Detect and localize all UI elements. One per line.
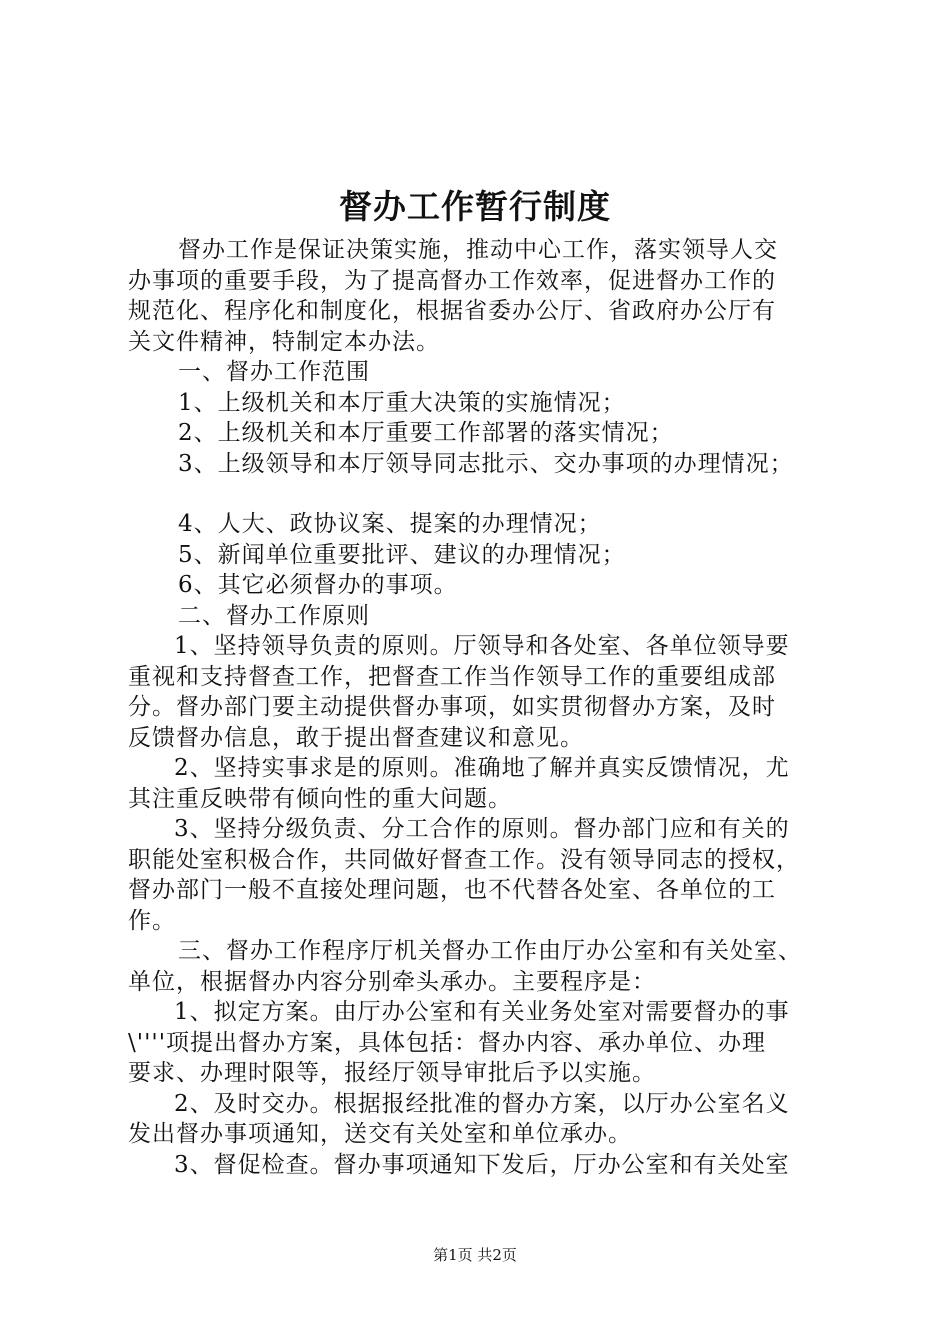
paragraph-line: 督办工作是保证决策实施，推动中心工作，落实领导人交 <box>178 237 778 263</box>
paragraph-line: 办事项的重要手段，为了提高督办工作效率，促进督办工作的 <box>128 267 776 294</box>
list-item: 3、上级领导和本厅领导同志批示、交办事项的办理情况； <box>178 450 794 477</box>
list-item: 5、新闻单位重要批评、建议的办理情况； <box>178 541 626 568</box>
paragraph-line: 1、坚持领导负责的原则。厅领导和各处室、各单位领导要 <box>174 633 790 659</box>
paragraph-line: 单位，根据督办内容分别牵头承办。主要程序是： <box>128 968 656 995</box>
section-heading: 一、督办工作范围 <box>178 359 370 385</box>
paragraph-line: 发出督办事项通知，送交有关处室和单位承办。 <box>128 1121 632 1147</box>
paragraph-line: 2、坚持实事求是的原则。准确地了解并真实反馈情况，尤 <box>174 755 790 781</box>
list-item: 2、上级机关和本厅重要工作部署的落实情况； <box>178 420 674 446</box>
paragraph-line: 要求、办理时限等，报经厅领导审批后予以实施。 <box>128 1060 656 1086</box>
paragraph-line: 规范化、程序化和制度化，根据省委办公厅、省政府办公厅有 <box>128 298 776 324</box>
blank-line <box>128 479 832 509</box>
paragraph-line: 职能处室积极合作，共同做好督查工作。没有领导同志的授权， <box>128 846 800 873</box>
list-item: 4、人大、政协议案、提案的办理情况； <box>178 511 602 537</box>
page-footer: 第1页 共2页 <box>433 1246 517 1264</box>
paragraph-line: 3、督促检查。督办事项通知下发后，厅办公室和有关处室 <box>174 1151 790 1178</box>
paragraph-line: 分。督办部门要主动提供督办事项，如实贯彻督办方案，及时 <box>128 694 776 720</box>
paragraph-line: \''''项提出督办方案，具体包括：督办内容、承办单位、办理 <box>128 1029 767 1056</box>
paragraph-line: 作。 <box>128 907 176 934</box>
paragraph-line: 其注重反映带有倾向性的重大问题。 <box>128 785 512 812</box>
document-title: 督办工作暂行制度 <box>339 187 611 226</box>
document-body <box>128 235 832 1180</box>
section-heading: 二、督办工作原则 <box>178 602 370 629</box>
paragraph-line: 督办部门一般不直接处理问题，也不代替各处室、各单位的工 <box>128 877 776 903</box>
paragraph-line: 重视和支持督查工作，把督查工作当作领导工作的重要组成部 <box>128 663 776 690</box>
paragraph-line: 3、坚持分级负责、分工合作的原则。督办部门应和有关的 <box>174 816 790 842</box>
paragraph-line: 2、及时交办。根据报经批准的督办方案，以厅办公室名义 <box>174 1090 790 1117</box>
paragraph-line: 关文件精神，特制定本办法。 <box>128 328 440 355</box>
paragraph-line: 反馈督办信息，敢于提出督查建议和意见。 <box>128 724 584 751</box>
paragraph-line: 1、拟定方案。由厅办公室和有关业务处室对需要督办的事 <box>174 999 790 1025</box>
section-heading: 三、督办工作程序厅机关督办工作由厅办公室和有关处室、 <box>178 938 802 964</box>
list-item: 6、其它必须督办的事项。 <box>178 572 458 598</box>
list-item: 1、上级机关和本厅重大决策的实施情况； <box>178 389 626 416</box>
